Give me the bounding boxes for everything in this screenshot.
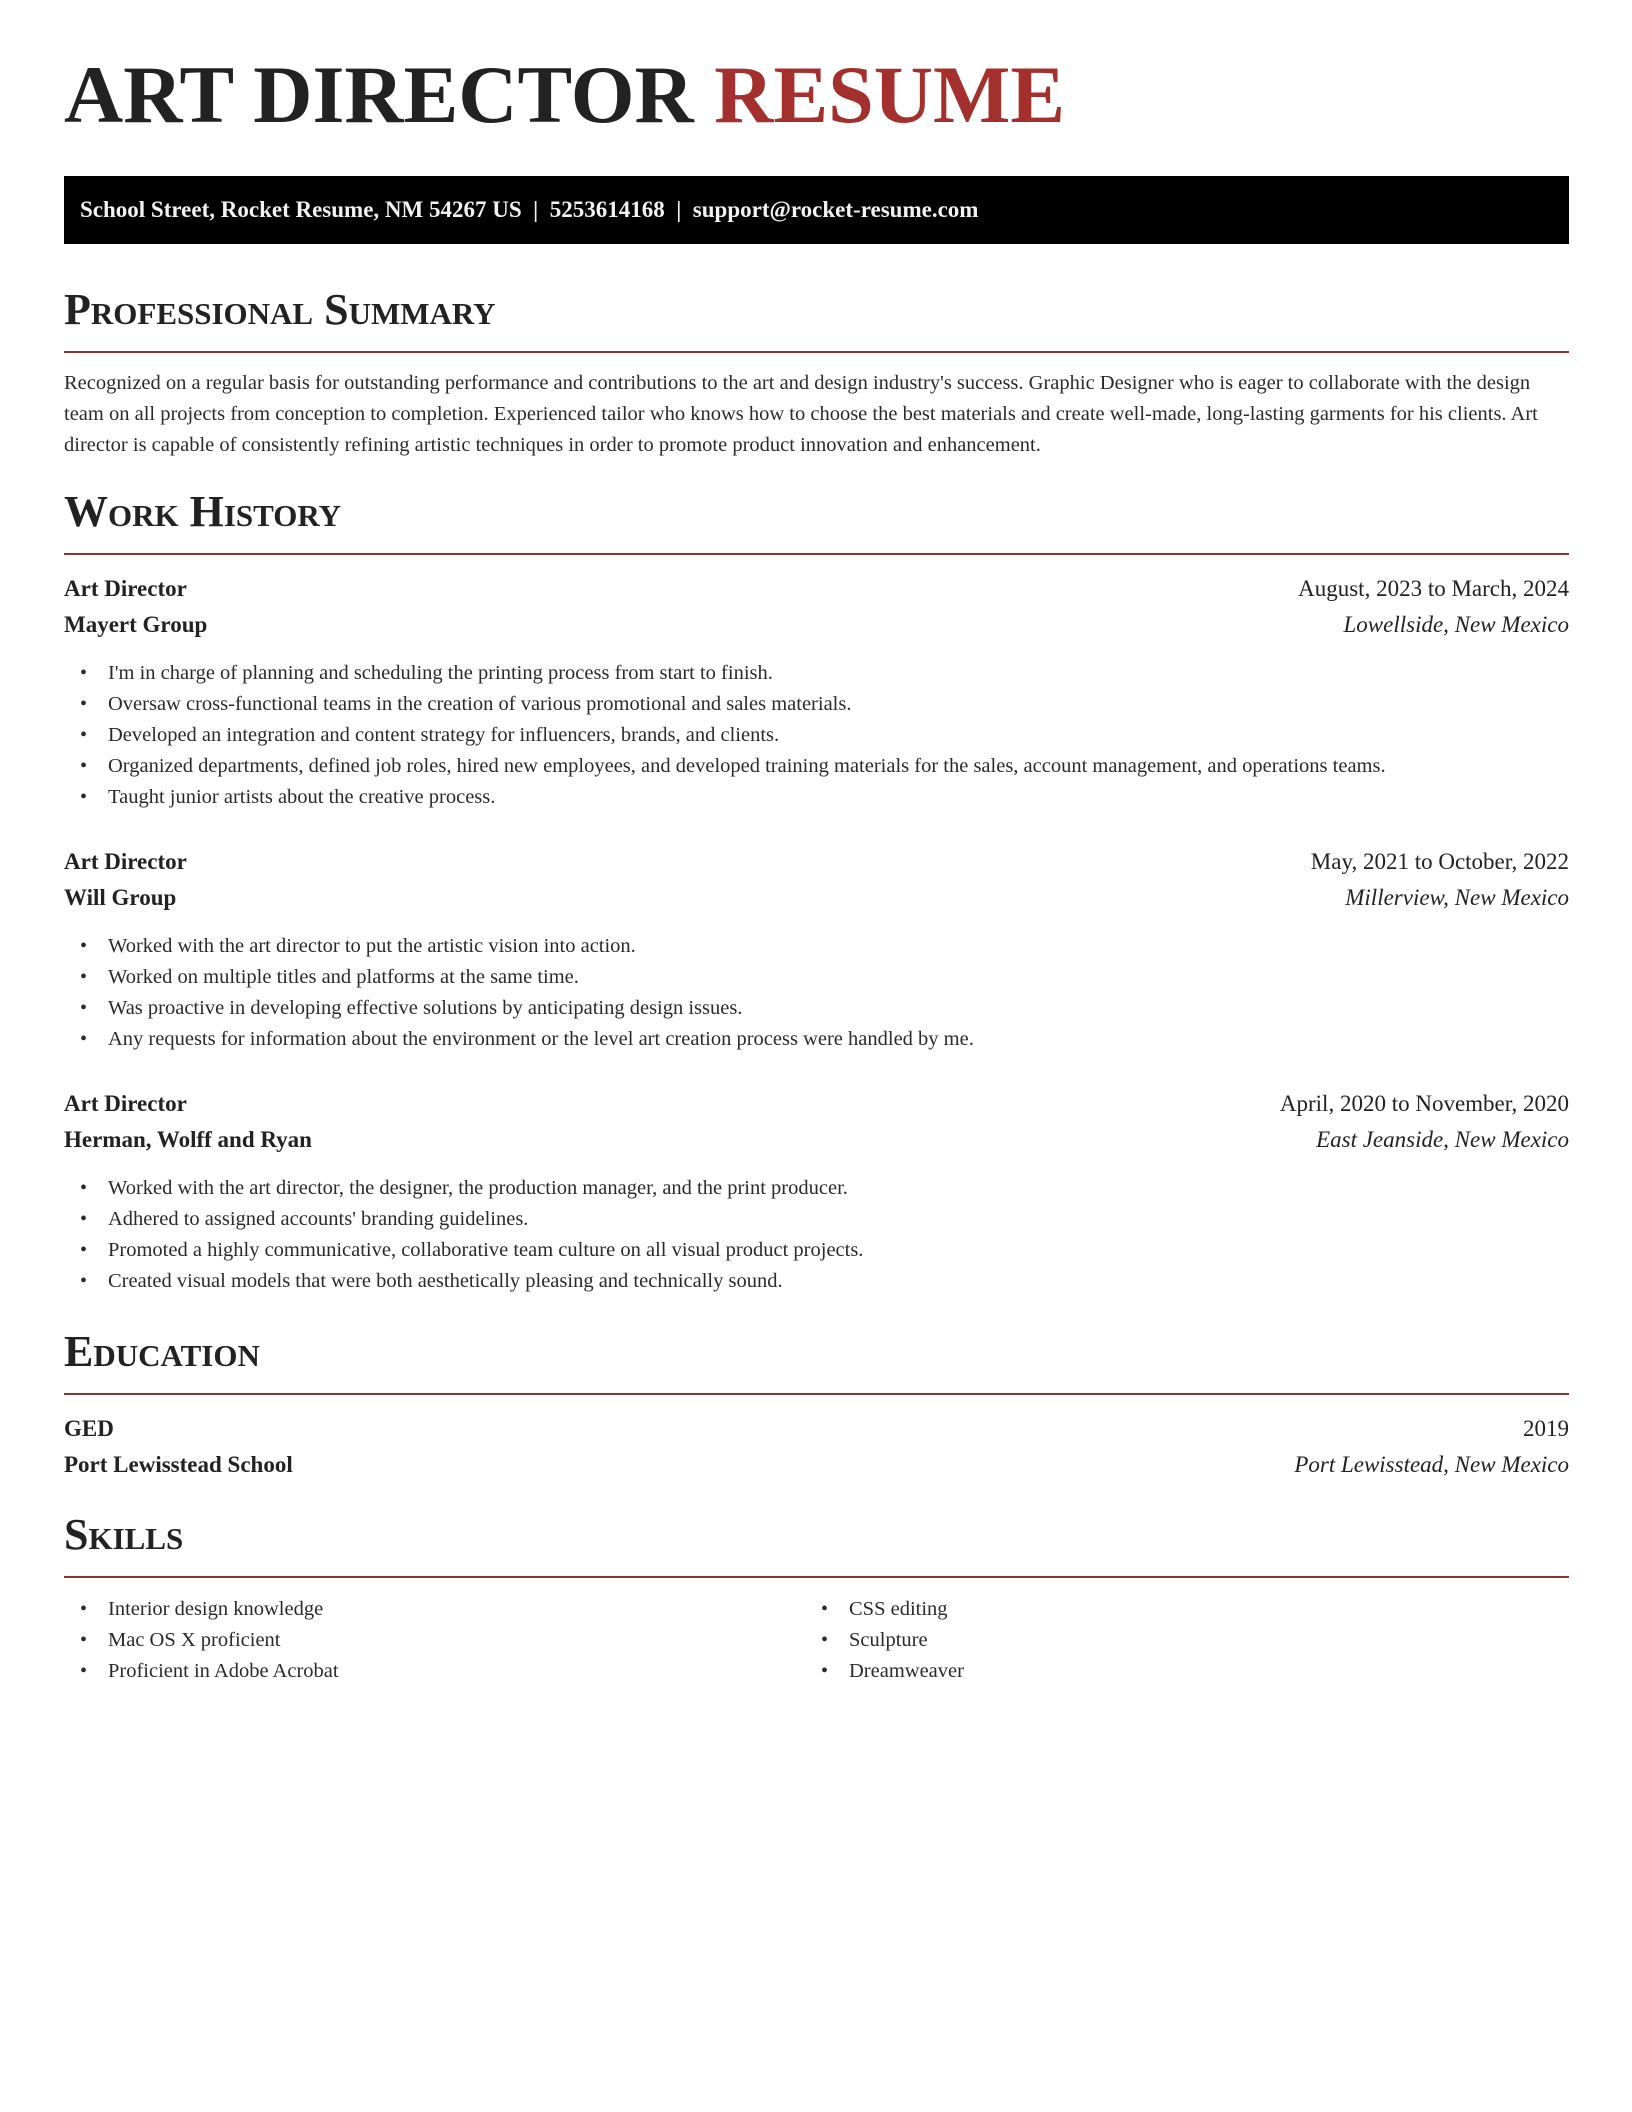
job-bullet-list (64, 931, 974, 1055)
skills-divider (64, 1576, 1569, 1578)
job-title-row (64, 1091, 1569, 1121)
job-company: Herman, Wolff and Ryan (64, 1127, 312, 1152)
job-bullet-list (64, 658, 1386, 813)
job-bullet: • Worked with the art director, the designer, the production manager, and the print producer. (64, 1173, 863, 1204)
education-year: 2019 (1523, 1416, 1569, 1441)
job-bullet: • I'm in charge of planning and scheduling the printing process from start to finish. (64, 658, 1386, 689)
job-company-row (64, 612, 1569, 642)
job-bullet: • Was proactive in developing effective solutions by anticipating design issues. (64, 993, 974, 1024)
education-school-row (64, 1452, 1569, 1482)
job-company: Will Group (64, 885, 177, 910)
job-bullet: • Created visual models that were both aesthetically pleasing and technically sound. (64, 1266, 863, 1297)
education-degree-row (64, 1416, 1569, 1446)
job-bullet: • Taught junior artists about the creative process. (64, 782, 1386, 813)
job-title: Art Director (64, 1091, 187, 1116)
summary-text: Recognized on a regular basis for outstanding performance and contributions to the art and design industry's success. Graphic Designer who is eager to collaborate with the design team on all projects from conception to completion. Experienced tailor who knows how to choose the best materials and create well-made, long-lasting garments for his clients. Art director is capable of consistently refining artistic techniques in order to promote product innovation and enhancement. (64, 372, 1538, 456)
title-accent: RESUME (714, 49, 1066, 140)
job-title-row (64, 576, 1569, 606)
job-location: Millerview, New Mexico (1345, 885, 1569, 910)
job-bullet: • Developed an integration and content strategy for influencers, brands, and clients. (64, 720, 1386, 751)
job-dates: April, 2020 to November, 2020 (1279, 1091, 1569, 1116)
summary-heading: Professional Summary (64, 285, 496, 334)
education-divider (64, 1393, 1569, 1395)
summary-section-header (64, 285, 1569, 334)
education-degree: GED (64, 1416, 114, 1441)
skill-item: • Sculpture (805, 1625, 964, 1656)
job-bullet: • Adhered to assigned accounts' branding guidelines. (64, 1204, 863, 1235)
skill-item: • CSS editing (805, 1594, 964, 1625)
education-school: Port Lewisstead School (64, 1452, 293, 1477)
job-dates: May, 2021 to October, 2022 (1310, 849, 1569, 874)
job-title: Art Director (64, 849, 187, 874)
work-history-section-header (64, 487, 1569, 536)
skills-section-header (64, 1510, 1569, 1559)
skills-list-right (805, 1594, 964, 1687)
skill-item: • Dreamweaver (805, 1656, 964, 1687)
work-history-heading: Work History (64, 487, 342, 536)
resume-title (64, 49, 1066, 140)
contact-address: School Street, Rocket Resume, NM 54267 US (80, 197, 522, 222)
job-bullet: • Worked with the art director to put the artistic vision into action. (64, 931, 974, 962)
contact-separator: | (521, 197, 550, 222)
contact-email: support@rocket-resume.com (692, 197, 979, 222)
contact-separator: | (664, 197, 693, 222)
title-main: ART DIRECTOR (64, 49, 715, 140)
skill-item: • Proficient in Adobe Acrobat (64, 1656, 339, 1687)
job-title: Art Director (64, 576, 187, 601)
job-bullet-list (64, 1173, 863, 1297)
work-history-divider (64, 553, 1569, 555)
contact-bar (64, 176, 1569, 244)
skill-item: • Interior design knowledge (64, 1594, 339, 1625)
job-location: East Jeanside, New Mexico (1316, 1127, 1569, 1152)
education-heading: Education (64, 1327, 260, 1376)
job-bullet: • Oversaw cross-functional teams in the creation of various promotional and sales materials. (64, 689, 1386, 720)
job-location: Lowellside, New Mexico (1343, 612, 1569, 637)
job-bullet: • Any requests for information about the environment or the level art creation process were handled by me. (64, 1024, 974, 1055)
job-bullet: • Promoted a highly communicative, collaborative team culture on all visual product projects. (64, 1235, 863, 1266)
education-location: Port Lewisstead, New Mexico (1294, 1452, 1569, 1477)
skills-heading: Skills (64, 1510, 184, 1559)
education-section-header (64, 1327, 1569, 1376)
job-bullet: • Organized departments, defined job roles, hired new employees, and developed training materials for the sales, account management, and operations teams. (64, 751, 1386, 782)
job-company-row (64, 1127, 1569, 1157)
job-company: Mayert Group (64, 612, 208, 637)
contact-phone: 5253614168 (549, 197, 665, 222)
job-title-row (64, 849, 1569, 879)
skills-list-left (64, 1594, 339, 1687)
summary-divider (64, 351, 1569, 353)
job-bullet: • Worked on multiple titles and platforms at the same time. (64, 962, 974, 993)
skill-item: • Mac OS X proficient (64, 1625, 339, 1656)
job-company-row (64, 885, 1569, 915)
job-dates: August, 2023 to March, 2024 (1298, 576, 1569, 601)
